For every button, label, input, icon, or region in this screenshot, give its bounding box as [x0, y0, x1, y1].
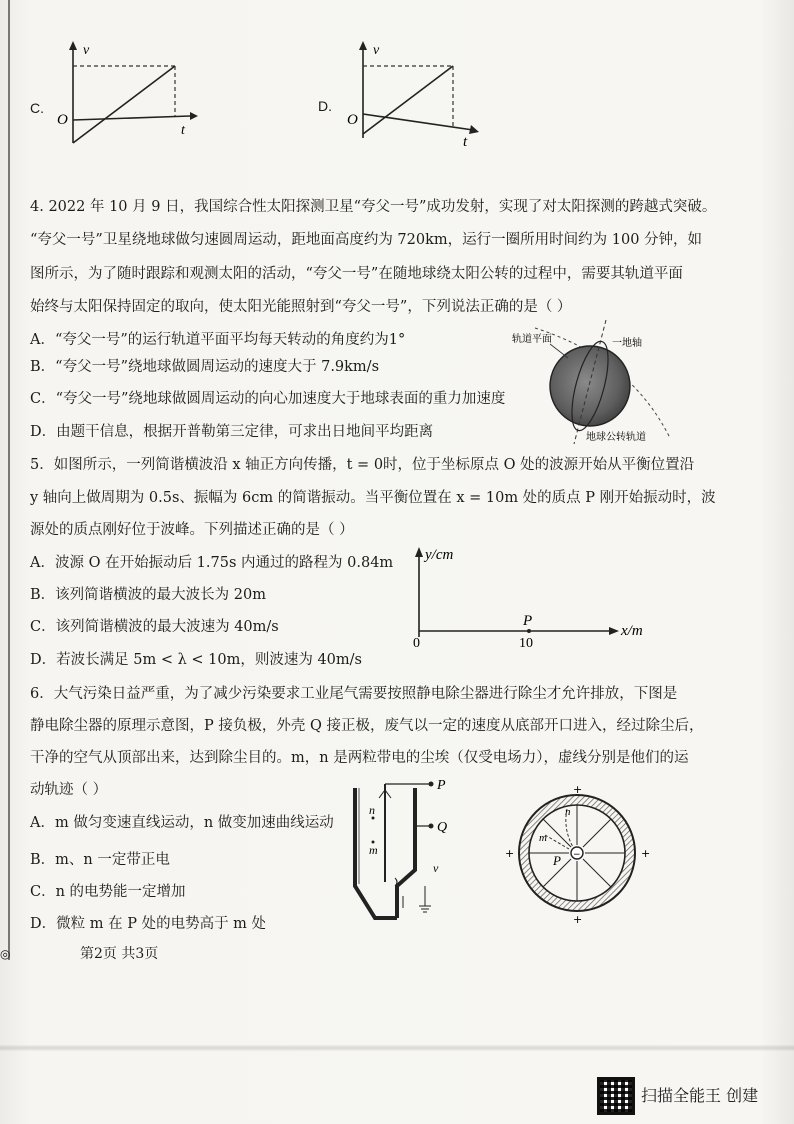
q6-option-b: B．m、n 一定带正电: [30, 852, 170, 868]
q3d-axis-t: t: [463, 134, 468, 150]
q6-top-minus: −: [573, 850, 581, 860]
qr-code-icon: [597, 1077, 635, 1115]
q6-precipitator-top-view: [505, 785, 655, 925]
q3c-axis-t: t: [181, 123, 185, 138]
q5-wave-axes-figure: [405, 545, 675, 650]
q5-fig-x-label: x/m: [621, 623, 643, 639]
q6-side-n: n: [369, 803, 375, 817]
binding-margin-line: [8, 0, 10, 960]
q6-line-4: 动轨迹（ ）: [30, 782, 108, 798]
q5-option-d: D．若波长满足 5m < λ < 10m，则波速为 40m/s: [30, 652, 362, 668]
q5-line-3: 源处的质点刚好位于波峰。下列描述正确的是（ ）: [30, 522, 354, 538]
q6-option-c: C．n 的电势能一定增加: [30, 884, 186, 900]
q5-line-1: 5．如图所示，一列简谐横波沿 x 轴正方向传播，t = 0时，位于坐标原点 O 处的波源开始从平衡位置沿: [30, 457, 695, 473]
q6-option-d: D．微粒 m 在 P 处的电势高于 m 处: [30, 916, 267, 932]
q6-side-p: P: [437, 778, 446, 793]
q6-top-plus-top: +: [573, 783, 583, 796]
q6-top-n: n: [565, 806, 571, 818]
q3-option-d-graph: [345, 38, 490, 148]
q3c-origin: O: [57, 112, 68, 128]
q6-top-p: P: [553, 853, 561, 868]
q4-option-b: B．“夸父一号”绕地球做圆周运动的速度大于 7.9km/s: [30, 359, 380, 375]
q4-line-2: “夸父一号”卫星绕地球做匀速圆周运动，距地面高度约为 720km，运行一圈所用时间约为 100 分钟，如: [30, 232, 703, 248]
q5-fig-origin: 0: [413, 636, 420, 651]
binding-hole-mark: ◎: [0, 947, 11, 961]
q5-option-b: B．该列简谐横波的最大波长为 20m: [30, 587, 266, 603]
paper-fold-shadow: [0, 1045, 794, 1051]
q4-option-a: A．“夸父一号”的运行轨道平面平均每天转动的角度约为1°: [30, 332, 406, 348]
q5-fig-10: 10: [519, 636, 533, 651]
q6-side-q: Q: [437, 820, 448, 835]
q3-option-c-graph: [55, 38, 200, 148]
q5-line-2: y 轴向上做周期为 0.5s、振幅为 6cm 的简谐振动。当平衡位置在 x = 10m 处的质点 P 刚开始振动时，波: [30, 490, 716, 506]
q3c-axis-v: v: [83, 43, 90, 58]
q4-option-d: D．由题干信息，根据开普勒第三定律，可求出日地间平均距离: [30, 424, 434, 440]
q5-option-c: C．该列简谐横波的最大波速为 40m/s: [30, 619, 279, 635]
q6-precipitator-side-view: [345, 778, 465, 928]
q4-fig-orbit-plane: 轨道平面: [512, 334, 552, 345]
q6-option-a: A．m 做匀变速直线运动，n 做变加速曲线运动: [30, 815, 334, 831]
q5-option-a: A．波源 O 在开始振动后 1.75s 内通过的路程为 0.84m: [30, 555, 394, 571]
q6-top-plus-right: +: [641, 847, 651, 860]
q3-option-d-label: D.: [318, 98, 332, 114]
q4-line-4: 始终与太阳保持固定的取向，使太阳光能照射到“夸父一号”，下列说法正确的是（ ）: [30, 299, 572, 315]
page-number: 第2页 共3页: [80, 946, 159, 962]
q6-line-2: 静电除尘器的原理示意图，P 接负极，外壳 Q 接正极，废气以一定的速度从底部开口进入，经过除尘后，: [30, 718, 704, 734]
q4-earth-orbit-figure: [510, 318, 680, 448]
q3d-origin: O: [347, 112, 358, 128]
q5-fig-p: P: [523, 613, 533, 629]
q6-line-1: 6．大气污染日益严重，为了减少污染要求工业尾气需要按照静电除尘器进行除尘才允许排放，下图是: [30, 686, 678, 702]
q6-side-m: m: [369, 843, 378, 857]
q4-line-3: 图所示，为了随时跟踪和观测太阳的活动，“夸父一号”在随地球绕太阳公转的过程中，需要其轨道平面: [30, 266, 683, 282]
q5-fig-y-label: y/cm: [425, 547, 454, 563]
scanner-watermark: 扫描全能王 创建: [641, 1086, 759, 1105]
q6-top-m: m: [539, 832, 547, 844]
q4-fig-earth-orbit: 地球公转轨道: [586, 432, 646, 443]
q6-side-v: v: [433, 861, 439, 875]
q4-option-c: C．“夸父一号”绕地球做圆周运动的向心加速度大于地球表面的重力加速度: [30, 391, 506, 407]
q6-top-plus-left: +: [505, 847, 515, 860]
q3d-axis-v: v: [373, 43, 380, 58]
q4-fig-axis: 一地轴: [612, 338, 642, 349]
q3-option-c-label: C.: [30, 100, 44, 116]
q4-line-1: 4. 2022 年 10 月 9 日，我国综合性太阳探测卫星“夸父一号”成功发射，实现了对太阳探测的跨越式突破。: [30, 199, 717, 215]
q6-line-3: 干净的空气从顶部出来，达到除尘目的。m，n 是两粒带电的尘埃（仅受电场力），虚线分别是他们的运: [30, 750, 689, 766]
q6-top-plus-bottom: +: [573, 913, 583, 926]
